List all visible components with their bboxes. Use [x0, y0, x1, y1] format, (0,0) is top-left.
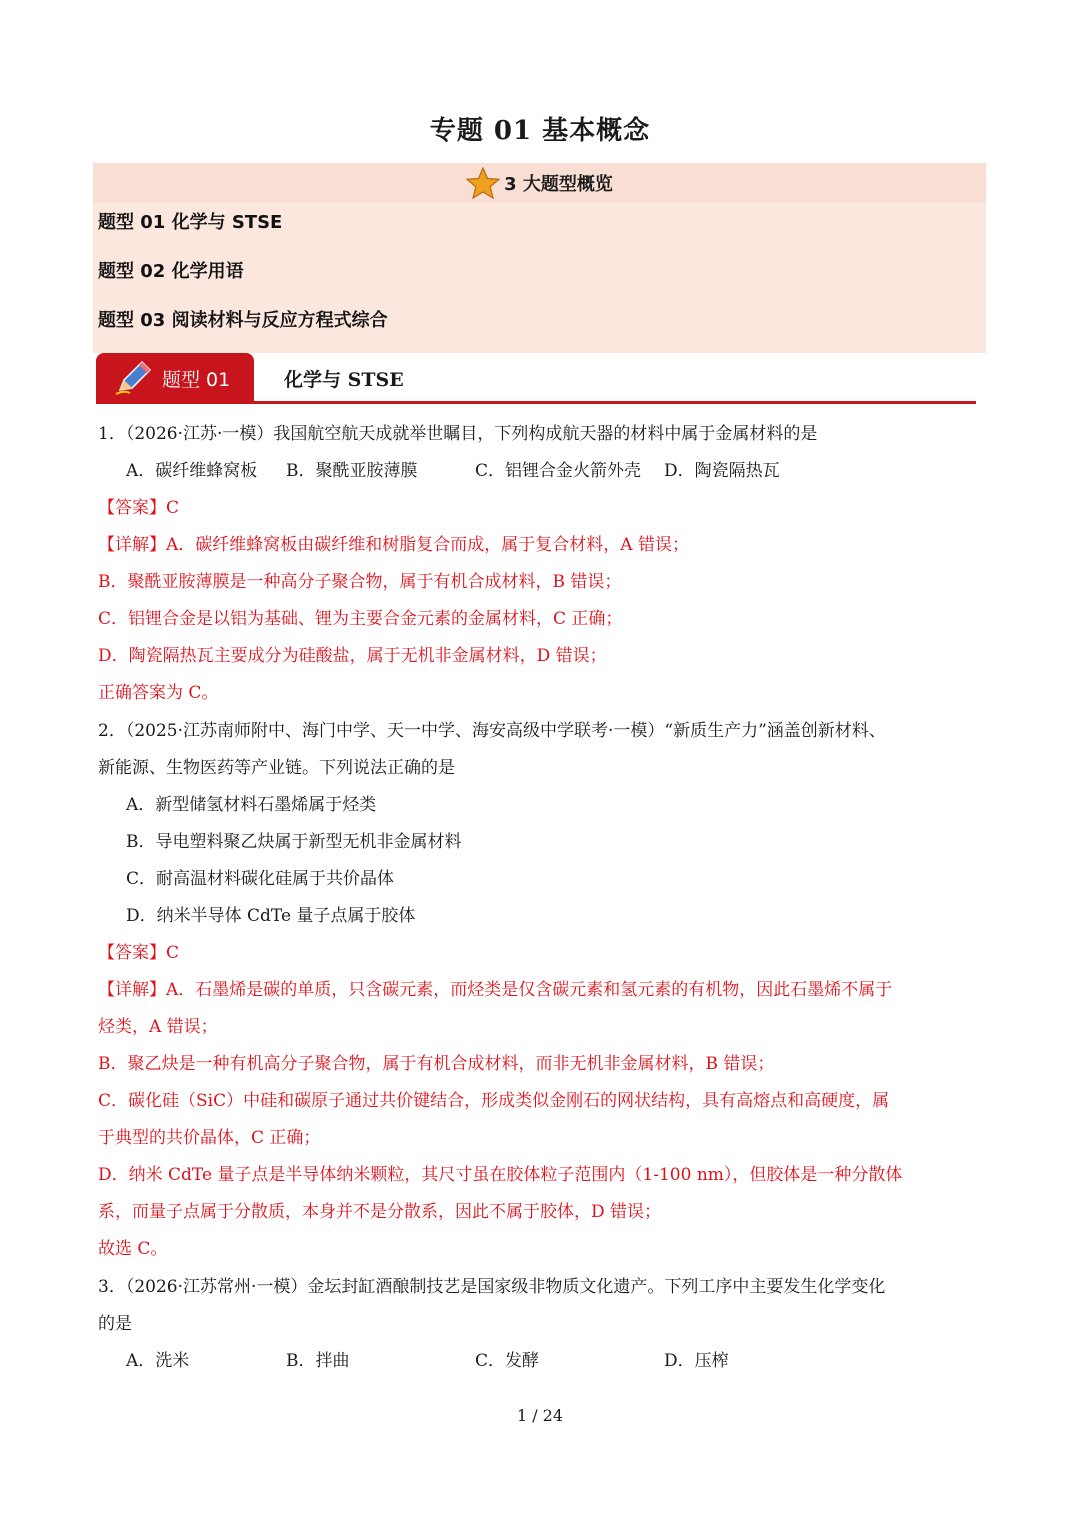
q2-explain-line: 烃类，A 错误；	[98, 1017, 218, 1037]
q2-option-c: C．耐高温材料碳化硅属于共价晶体	[126, 869, 395, 889]
q2-explain-line: 于典型的共价晶体，C 正确；	[98, 1128, 321, 1148]
q2-option-b: B．导电塑料聚乙炔属于新型无机非金属材料	[126, 832, 462, 852]
q1-option-c: C．铝锂合金火箭外壳	[475, 461, 642, 481]
overview-heading-text: 3 大题型概览	[504, 174, 613, 195]
q2-explain-line: 系，而量子点属于分散质，本身并不是分散系，因此不属于胶体，D 错误；	[98, 1202, 662, 1222]
q2-explain-line: D．纳米 CdTe 量子点是半导体纳米颗粒，其尺寸虽在胶体粒子范围内（1-100 nm），但胶体是一种分散体	[98, 1165, 903, 1185]
q2-explain-line: B．聚乙炔是一种有机高分子聚合物，属于有机合成材料，而非无机非金属材料，B 错误；	[98, 1054, 775, 1074]
q2-stem-line: 新能源、生物医药等产业链。下列说法正确的是	[98, 758, 455, 778]
q1-explain-line: 【详解】A．碳纤维蜂窝板由碳纤维和树脂复合而成，属于复合材料，A 错误；	[98, 535, 689, 555]
section-divider	[96, 401, 976, 404]
overview-item-1[interactable]: 题型 01 化学与 STSE	[98, 212, 283, 233]
q3-option-b: B．拌曲	[286, 1351, 350, 1371]
section-tab	[96, 353, 254, 403]
document-title: 专题 01 基本概念	[429, 116, 651, 146]
q2-explain-line: 【详解】A．石墨烯是碳的单质，只含碳元素，而烃类是仅含碳元素和氢元素的有机物，因此石墨烯不属于	[98, 980, 893, 1000]
q2-answer: 【答案】C	[98, 943, 180, 963]
q2-stem-line: 2．（2025·江苏南师附中、海门中学、天一中学、海安高级中学联考·一模）“新质生产力”涵盖创新材料、	[98, 721, 886, 741]
star-icon	[466, 167, 500, 199]
q2-option-d: D．纳米半导体 CdTe 量子点属于胶体	[126, 906, 416, 926]
q1-stem: 1．（2026·江苏·一模）我国航空航天成就举世瞩目，下列构成航天器的材料中属于金属材料的是	[98, 424, 818, 444]
q1-explain-line: B．聚酰亚胺薄膜是一种高分子聚合物，属于有机合成材料，B 错误；	[98, 572, 622, 592]
overview-heading	[93, 163, 986, 203]
pencil-icon	[114, 360, 152, 396]
q2-option-a: A．新型储氢材料石墨烯属于烃类	[126, 795, 377, 815]
q2-explain-line: 故选 C。	[98, 1239, 168, 1259]
q1-option-a: A．碳纤维蜂窝板	[126, 461, 258, 481]
overview-box	[93, 163, 986, 353]
q2-explain-line: C．碳化硅（SiC）中硅和碳原子通过共价键结合，形成类似金刚石的网状结构，具有高熔点和高硬度，属	[98, 1091, 890, 1111]
q3-stem-line: 的是	[98, 1314, 132, 1334]
overview-item-3[interactable]: 题型 03 阅读材料与反应方程式综合	[98, 310, 388, 331]
q1-explain-line: 正确答案为 C。	[98, 683, 219, 703]
q1-option-b: B．聚酰亚胺薄膜	[286, 461, 418, 481]
q1-explain-line: C．铝锂合金是以铝为基础、锂为主要合金元素的金属材料，C 正确；	[98, 609, 623, 629]
section-banner	[96, 353, 976, 405]
q3-option-d: D．压榨	[664, 1351, 729, 1371]
section-tab-label: 题型 01	[162, 368, 231, 391]
overview-item-2[interactable]: 题型 02 化学用语	[98, 261, 244, 282]
q3-option-a: A．洗米	[126, 1351, 190, 1371]
section-title: 化学与 STSE	[284, 369, 404, 391]
q3-stem-line: 3．（2026·江苏常州·一模）金坛封缸酒酿制技艺是国家级非物质文化遗产。下列工序中主要发生化学变化	[98, 1277, 886, 1297]
page-number: 1 / 24	[516, 1406, 564, 1425]
q1-explain-line: D．陶瓷隔热瓦主要成分为硅酸盐，属于无机非金属材料，D 错误；	[98, 646, 607, 666]
q1-option-d: D．陶瓷隔热瓦	[664, 461, 780, 481]
q3-option-c: C．发酵	[475, 1351, 540, 1371]
q1-answer: 【答案】C	[98, 498, 180, 518]
